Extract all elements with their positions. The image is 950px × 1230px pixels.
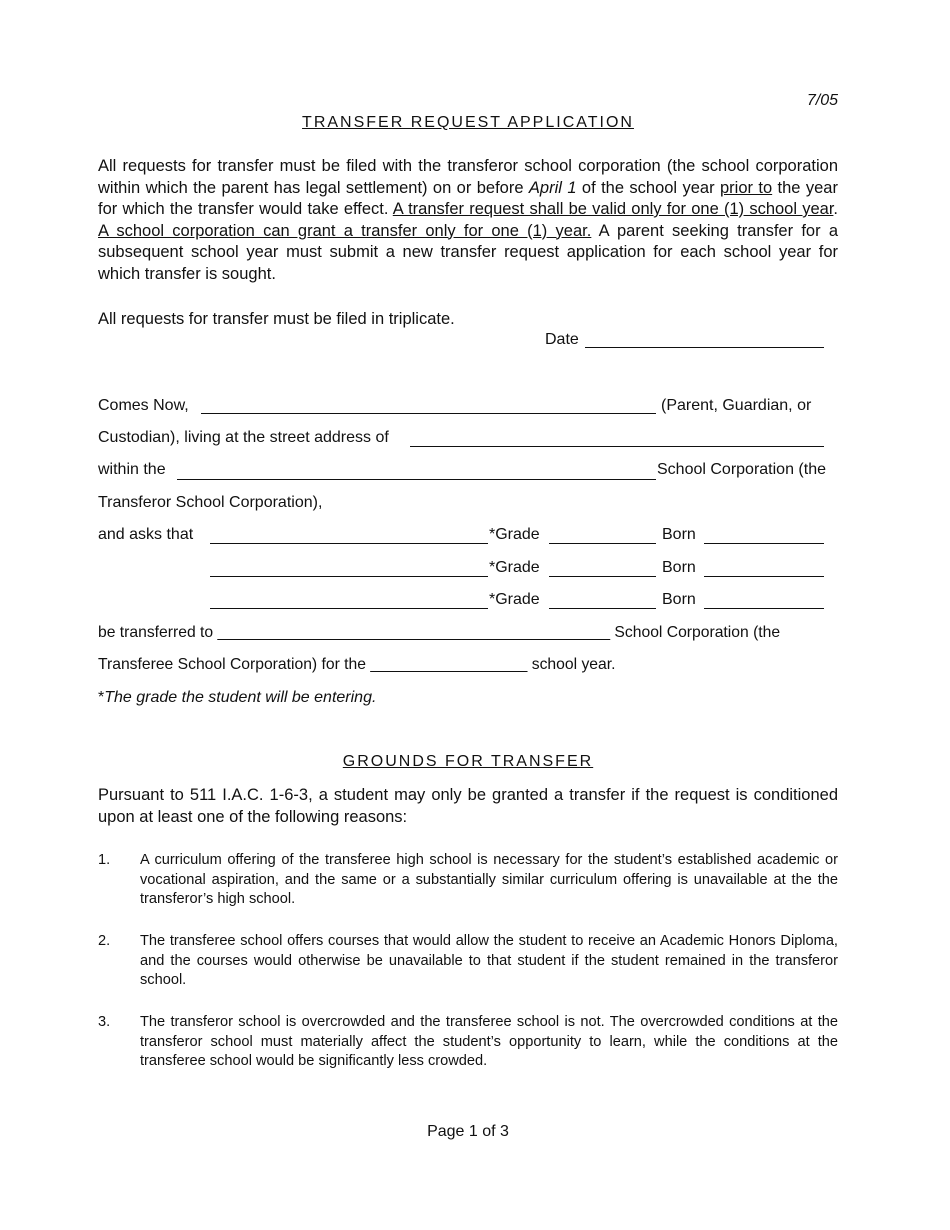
date-label: Date (545, 331, 579, 348)
reason-number: 3. (98, 1014, 111, 1030)
transferee-corporation-line[interactable]: be transferred to _____________________________________________ School Corporation (the (98, 624, 781, 641)
form-version: 7/05 (806, 92, 838, 109)
born-field-3[interactable] (704, 608, 824, 609)
triplicate-note: All requests for transfer must be filed in triplicate. (98, 310, 455, 328)
grounds-intro: Pursuant to 511 I.A.C. 1-6-3, a student may only be granted a transfer if the request is conditioned upon at least one of the following reasons: (98, 786, 838, 826)
footnote-asterisk: * (98, 689, 105, 706)
reason-number: 1. (98, 852, 111, 868)
intro-text: of the school year (576, 178, 720, 197)
deadline-date: April 1 (528, 178, 577, 197)
grade-field-1[interactable] (549, 543, 656, 544)
transferor-corporation-label: Transferor School Corporation), (98, 494, 323, 511)
reason-text: The transferor school is overcrowded and the transferee school is not. The overcrowded conditions at the transferor school must materially affect the student’s opportunity to learn, while the conditions at the transferee school would be significantly less crowded. (140, 1014, 838, 1069)
student-name-field-1[interactable] (210, 543, 488, 544)
parent-role-label: (Parent, Guardian, or (661, 397, 812, 414)
student-name-field-3[interactable] (210, 608, 488, 609)
grade-label: *Grade (489, 591, 540, 608)
date-field[interactable] (585, 347, 824, 348)
prior-to-text: prior to (719, 178, 773, 197)
school-year-line[interactable]: Transferee School Corporation) for the __________________ school year. (98, 656, 616, 673)
grade-label: *Grade (489, 559, 540, 576)
intro-paragraph (98, 156, 838, 285)
reason-item-3 (98, 1013, 838, 1072)
within-the-label: within the (98, 461, 166, 478)
grade-footnote (98, 689, 376, 707)
page-number: Page 1 of 3 (427, 1123, 509, 1140)
transferor-corporation-field[interactable] (177, 479, 656, 480)
intro-text: A parent seeking transfer for a subsequent school year must submit a new transfer request application for each school year for which transfer is sought. (98, 221, 838, 283)
intro-text: the year for which the transfer would take effect. (98, 178, 838, 218)
document-title: TRANSFER REQUEST APPLICATION (302, 114, 634, 131)
street-address-field[interactable] (410, 446, 824, 447)
reason-text: A curriculum offering of the transferee high school is necessary for the student’s established academic or vocational aspiration, and the same or a substantially similar curriculum offering is unavailable at the the transferor’s high school. (140, 852, 838, 907)
born-label: Born (662, 559, 696, 576)
grant-rule: A school corporation can grant a transfer only for one (1) year. (98, 221, 592, 240)
parent-name-field[interactable] (201, 413, 656, 414)
school-corporation-label: School Corporation (the (657, 461, 826, 478)
comes-now-label: Comes Now, (98, 397, 189, 414)
validity-rule: A transfer request shall be valid only for one (1) school year (392, 200, 834, 218)
grade-label: *Grade (489, 526, 540, 543)
born-field-1[interactable] (704, 543, 824, 544)
student-name-field-2[interactable] (210, 576, 488, 577)
reason-text: The transferee school offers courses that would allow the student to receive an Academic Honors Diploma, and the courses would otherwise be unavailable to that student if the student remained in the transferor school. (140, 933, 838, 988)
grade-field-2[interactable] (549, 576, 656, 577)
intro-text: All requests for transfer must be filed with the transferor school corporation (the school corporation within which the parent has legal settlement) on or before (98, 157, 838, 197)
reason-number: 2. (98, 933, 111, 949)
born-field-2[interactable] (704, 576, 824, 577)
grounds-title: GROUNDS FOR TRANSFER (342, 753, 594, 770)
born-label: Born (662, 591, 696, 608)
intro-text: . (833, 200, 839, 218)
footnote-text: The grade the student will be entering. (104, 689, 377, 706)
grade-field-3[interactable] (549, 608, 656, 609)
asks-that-label: and asks that (98, 526, 194, 543)
address-label: Custodian), living at the street address of (98, 429, 389, 446)
reason-item-1 (98, 851, 838, 910)
born-label: Born (662, 526, 696, 543)
reason-item-2 (98, 932, 838, 991)
